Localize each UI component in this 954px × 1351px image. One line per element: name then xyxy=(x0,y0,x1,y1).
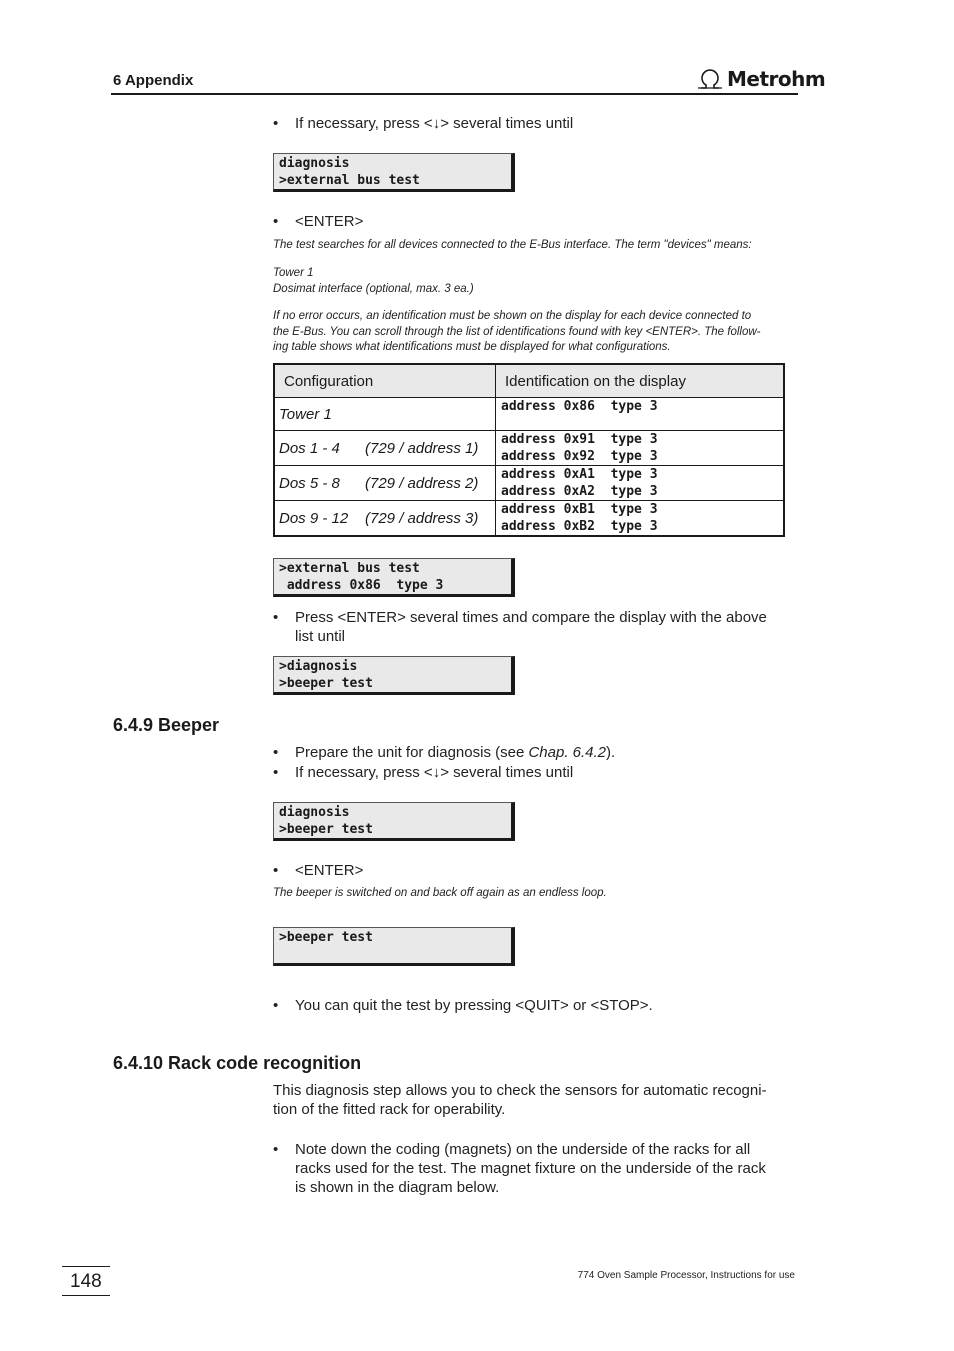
col-identification: Identification on the display xyxy=(496,364,785,398)
table-row: Dos 9 - 12 (729 / address 3) address 0xB1 type 3 address 0xB2 type 3 xyxy=(274,501,784,537)
note-test-searches: The test searches for all devices connected to the E-Bus interface. The term "devices" means: xyxy=(273,239,752,251)
lcd-display-beeper-test: >beeper test xyxy=(273,927,515,966)
note-beeper-loop: The beeper is switched on and back off again as an endless loop. xyxy=(273,887,607,899)
logo-text: Metrohm xyxy=(727,67,826,91)
identification-table xyxy=(273,363,785,537)
lcd-display-external-address: >external bus test address 0x86 type 3 xyxy=(273,558,515,597)
down-arrow-icon: ↓ xyxy=(432,764,441,781)
device-list: Tower 1 Dosimat interface (optional, max. 3 ea.) xyxy=(273,267,474,295)
note-no-error: If no error occurs, an identification must be shown on the display for each device connected to the E-Bus. You can scroll through the list of identifications found with key <ENTER>. The follow- ing table shows what identifications must be displayed for what configurations. xyxy=(273,310,761,353)
section-title-rack-code: 6.4.10 Rack code recognition xyxy=(113,1053,362,1073)
rack-intro-paragraph: This diagnosis step allows you to check the sensors for automatic recogni- tion of the fitted rack for operability. xyxy=(273,1082,767,1118)
header-rule xyxy=(111,93,798,95)
table-row: Tower 1 address 0x86 type 3 xyxy=(274,398,784,431)
chapter-reference: Chap. 6.4.2 xyxy=(528,744,607,761)
lcd-display-diagnosis-beeper: >diagnosis >beeper test xyxy=(273,656,515,695)
section-title-beeper: 6.4.9 Beeper xyxy=(113,715,220,735)
down-arrow-icon: ↓ xyxy=(432,115,441,132)
lcd-display-diagnosis-beeper-2: diagnosis >beeper test xyxy=(273,802,515,841)
col-configuration: Configuration xyxy=(274,364,496,398)
footer-doc-title: 774 Oven Sample Processor, Instructions for use xyxy=(577,1270,795,1281)
header-section-title: 6 Appendix xyxy=(113,72,194,89)
table-row: Dos 1 - 4 (729 / address 1) address 0x91 type 3 address 0x92 type 3 xyxy=(274,431,784,466)
table-row: Dos 5 - 8 (729 / address 2) address 0xA1 type 3 address 0xA2 type 3 xyxy=(274,466,784,501)
omega-icon xyxy=(697,68,723,90)
metrohm-logo xyxy=(697,66,825,92)
page-number: 148 xyxy=(62,1266,110,1296)
lcd-display-diagnosis-external: diagnosis >external bus test xyxy=(273,153,515,192)
table-header-row xyxy=(274,364,784,398)
